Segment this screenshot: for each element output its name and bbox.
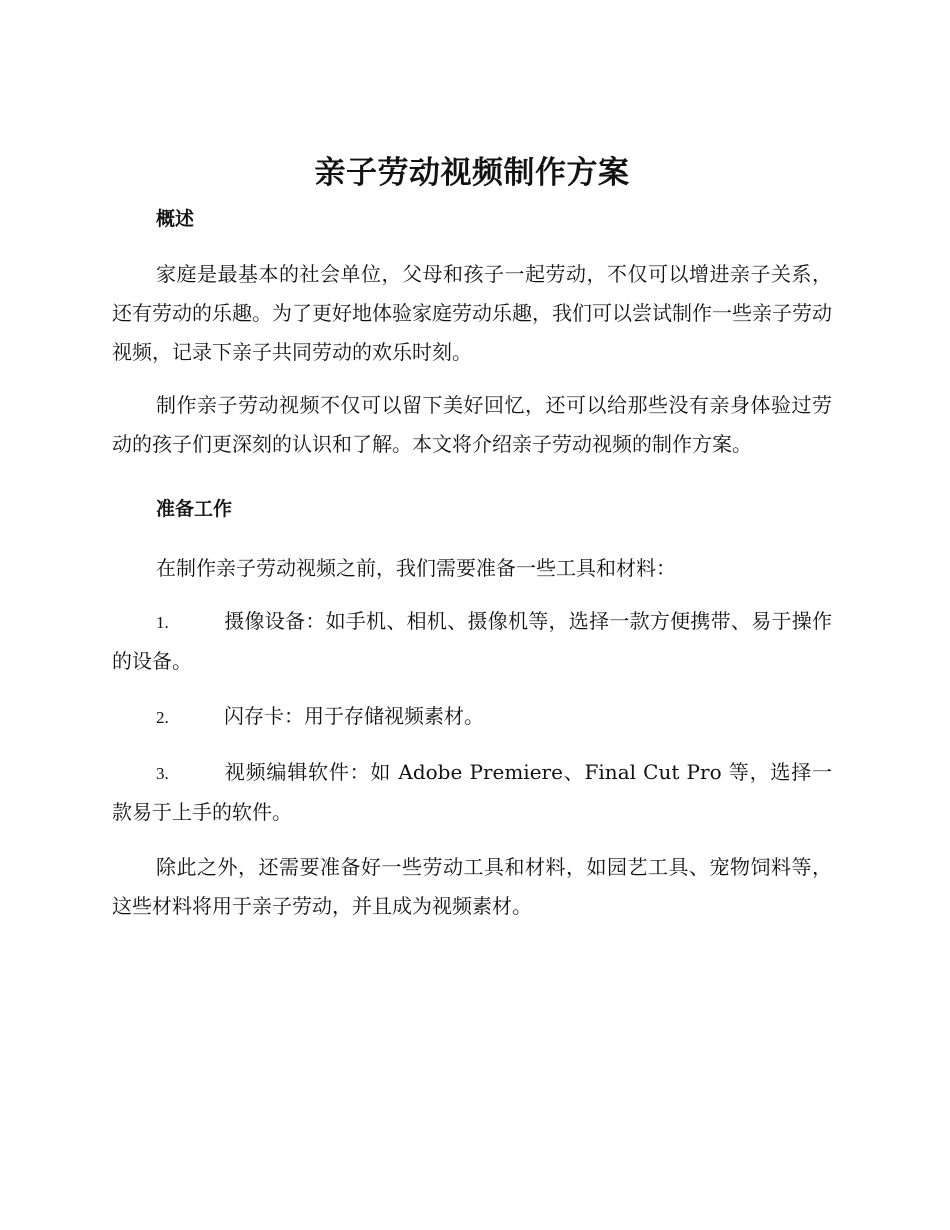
list-item-text: 摄像设备：如手机、相机、摄像机等，选择一款方便携带、易于操作的设备。 bbox=[112, 609, 832, 673]
list-item-text: 视频编辑软件：如 Adobe Premiere、Final Cut Pro 等，选择一款易于上手的软件。 bbox=[112, 760, 832, 824]
list-item-number: 3. bbox=[156, 764, 169, 783]
section-heading-overview: 概述 bbox=[156, 208, 195, 230]
document-content bbox=[112, 150, 832, 940]
list-item bbox=[112, 753, 832, 832]
section-heading-preparation: 准备工作 bbox=[156, 498, 233, 520]
overview-paragraph-2: 制作亲子劳动视频不仅可以留下美好回忆，还可以给那些没有亲身体验过劳动的孩子们更深刻的认识和了解。本文将介绍亲子劳动视频的制作方案。 bbox=[112, 393, 832, 456]
list-item-number: 2. bbox=[156, 708, 169, 727]
list-item-number: 1. bbox=[156, 613, 169, 632]
preparation-outro: 除此之外，还需要准备好一些劳动工具和材料，如园艺工具、宠物饲料等，这些材料将用于亲子劳动，并且成为视频素材。 bbox=[112, 855, 832, 918]
overview-paragraph-1: 家庭是最基本的社会单位，父母和孩子一起劳动，不仅可以增进亲子关系，还有劳动的乐趣。为了更好地体验家庭劳动乐趣，我们可以尝试制作一些亲子劳动视频，记录下亲子共同劳动的欢乐时刻。 bbox=[112, 262, 832, 364]
list-item bbox=[112, 697, 832, 737]
list-item bbox=[112, 602, 832, 681]
preparation-intro: 在制作亲子劳动视频之前，我们需要准备一些工具和材料： bbox=[156, 556, 676, 580]
document-title: 亲子劳动视频制作方案 bbox=[314, 155, 630, 191]
list-item-text: 闪存卡：用于存储视频素材。 bbox=[224, 704, 484, 728]
